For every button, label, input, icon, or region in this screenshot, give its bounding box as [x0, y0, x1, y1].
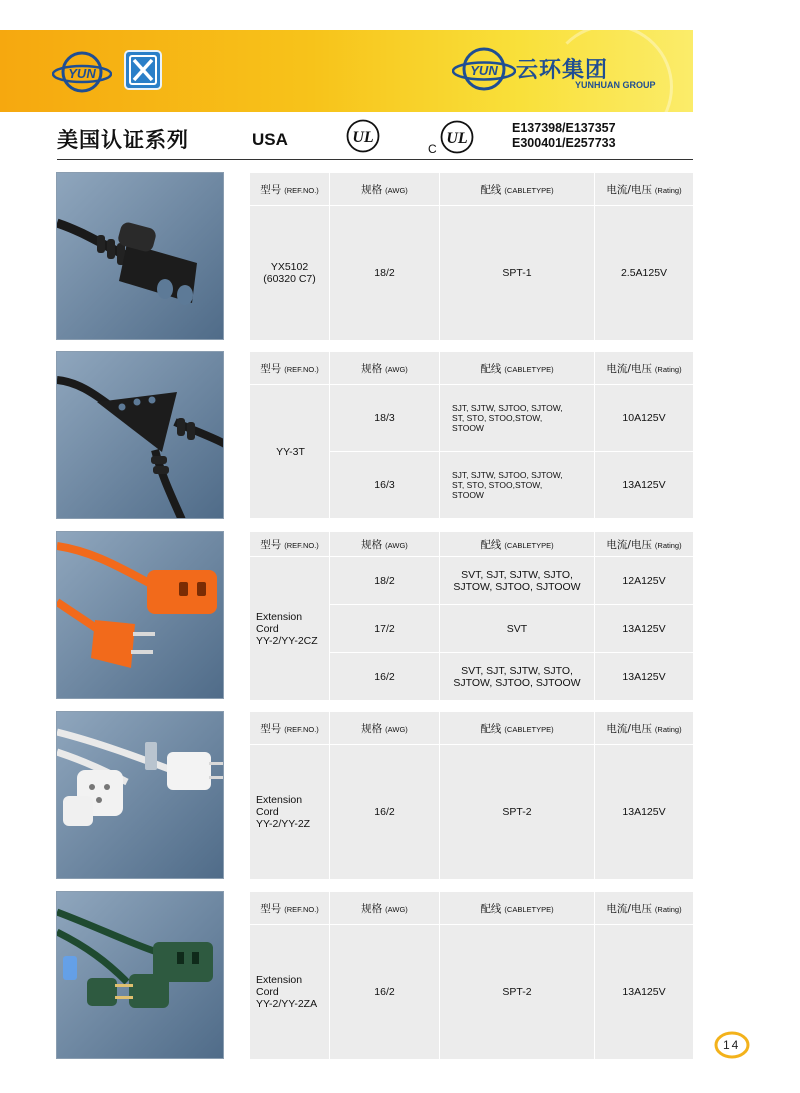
awg-cell: 18/2: [330, 206, 440, 341]
header-ref-no: 型号 (REF.NO.): [250, 352, 330, 385]
cable-cell: SVT, SJT, SJTW, SJTO, SJTOW, SJTOO, SJTOOW: [440, 653, 595, 701]
title-divider: [57, 159, 693, 160]
header-rating: 电流/电压 (Rating): [595, 892, 694, 925]
header-ref-no: 型号 (REF.NO.): [250, 173, 330, 206]
awg-cell: 18/3: [330, 385, 440, 452]
table-header-row: [250, 712, 694, 745]
spec-table-yy-2cz: [249, 531, 694, 701]
ul-listed-mark-icon: [346, 119, 380, 153]
header-rating: 电流/电压 (Rating): [595, 173, 694, 206]
yun-logo-icon: [52, 48, 112, 96]
table-header-row: [250, 173, 694, 206]
cable-cell: SPT-2: [440, 745, 595, 880]
header-ref-no: 型号 (REF.NO.): [250, 712, 330, 745]
spec-table-yx5102: [249, 172, 694, 341]
rating-cell: 13A125V: [595, 925, 694, 1060]
header-cabletype: 配线 (CABLETYPE): [440, 532, 595, 557]
rating-cell: 13A125V: [595, 745, 694, 880]
header-cabletype: 配线 (CABLETYPE): [440, 173, 595, 206]
header-cabletype: 配线 (CABLETYPE): [440, 892, 595, 925]
rating-cell: 13A125V: [595, 605, 694, 653]
cable-cell: SVT, SJT, SJTW, SJTO, SJTOW, SJTOO, SJTOOW: [440, 557, 595, 605]
awg-cell: 16/2: [330, 653, 440, 701]
header-awg: 规格 (AWG): [330, 712, 440, 745]
awg-cell: 17/2: [330, 605, 440, 653]
cable-cell: SPT-1: [440, 206, 595, 341]
certificate-number-line: E137398/E137357: [512, 121, 616, 135]
product-photo-yy-2za: [56, 891, 224, 1059]
cul-listed-mark-icon: [428, 120, 478, 156]
cul-c-text: C: [428, 142, 437, 156]
table-row: [250, 206, 694, 341]
spec-table-yy-2za: [249, 891, 694, 1060]
header-awg: 规格 (AWG): [330, 352, 440, 385]
table-header-row: [250, 532, 694, 557]
header-rating: 电流/电压 (Rating): [595, 352, 694, 385]
brand-name-cn: 云环集团: [516, 58, 609, 83]
x-cable-logo-icon: [124, 50, 162, 90]
certificate-number-line: E300401/E257733: [512, 136, 616, 150]
rating-cell: 2.5A125V: [595, 206, 694, 341]
header-rating: 电流/电压 (Rating): [595, 532, 694, 557]
header-cabletype: 配线 (CABLETYPE): [440, 352, 595, 385]
header-awg: 规格 (AWG): [330, 892, 440, 925]
ref-cell: YY-3T: [250, 385, 330, 519]
ul-mark-text: UL: [352, 129, 374, 146]
header-ref-no: 型号 (REF.NO.): [250, 532, 330, 557]
awg-cell: 16/2: [330, 925, 440, 1060]
ref-cell: Extension Cord YY-2/YY-2ZA: [250, 925, 330, 1060]
rating-cell: 13A125V: [595, 653, 694, 701]
cable-cell: SPT-2: [440, 925, 595, 1060]
table-row: [250, 557, 694, 605]
header-rating: 电流/电压 (Rating): [595, 712, 694, 745]
table-row: [250, 745, 694, 880]
header-cabletype: 配线 (CABLETYPE): [440, 712, 595, 745]
cul-mark-text: UL: [446, 130, 468, 147]
product-photo-yy-3t: [56, 351, 224, 519]
ref-cell: YX5102 (60320 C7): [250, 206, 330, 341]
table-header-row: [250, 352, 694, 385]
rating-cell: 12A125V: [595, 557, 694, 605]
table-row: [250, 925, 694, 1060]
product-photo-yx5102: [56, 172, 224, 340]
spec-table-yy-2z: [249, 711, 694, 880]
cable-cell: SJT, SJTW, SJTOO, SJTOW, ST, STO, STOO,STOW, STOOW: [440, 385, 595, 452]
table-row: [250, 385, 694, 452]
ref-cell: Extension Cord YY-2/YY-2Z: [250, 745, 330, 880]
header-ref-no: 型号 (REF.NO.): [250, 892, 330, 925]
awg-cell: 18/2: [330, 557, 440, 605]
awg-cell: 16/2: [330, 745, 440, 880]
spec-table-yy-3t: [249, 351, 694, 519]
cable-cell: SVT: [440, 605, 595, 653]
page-title-country: USA: [252, 130, 288, 149]
cable-cell: SJT, SJTW, SJTOO, SJTOW, ST, STO, STOO,STOW, STOOW: [440, 452, 595, 519]
header-awg: 规格 (AWG): [330, 532, 440, 557]
page-title-cn: 美国认证系列: [57, 128, 189, 152]
rating-cell: 13A125V: [595, 452, 694, 519]
product-photo-yy-2z: [56, 711, 224, 879]
ref-cell: Extension Cord YY-2/YY-2CZ: [250, 557, 330, 701]
page-number: 14: [723, 1038, 741, 1052]
yun-brand-logo-icon: [452, 43, 516, 95]
header-awg: 规格 (AWG): [330, 173, 440, 206]
certificate-numbers: [512, 121, 616, 151]
awg-cell: 16/3: [330, 452, 440, 519]
brand-name-en: YUNHUAN GROUP: [575, 80, 656, 90]
product-photo-yy-2cz: [56, 531, 224, 699]
rating-cell: 10A125V: [595, 385, 694, 452]
yun-brand-logo-text: YUN: [470, 63, 498, 78]
yun-logo-text: YUN: [68, 66, 96, 81]
table-header-row: [250, 892, 694, 925]
